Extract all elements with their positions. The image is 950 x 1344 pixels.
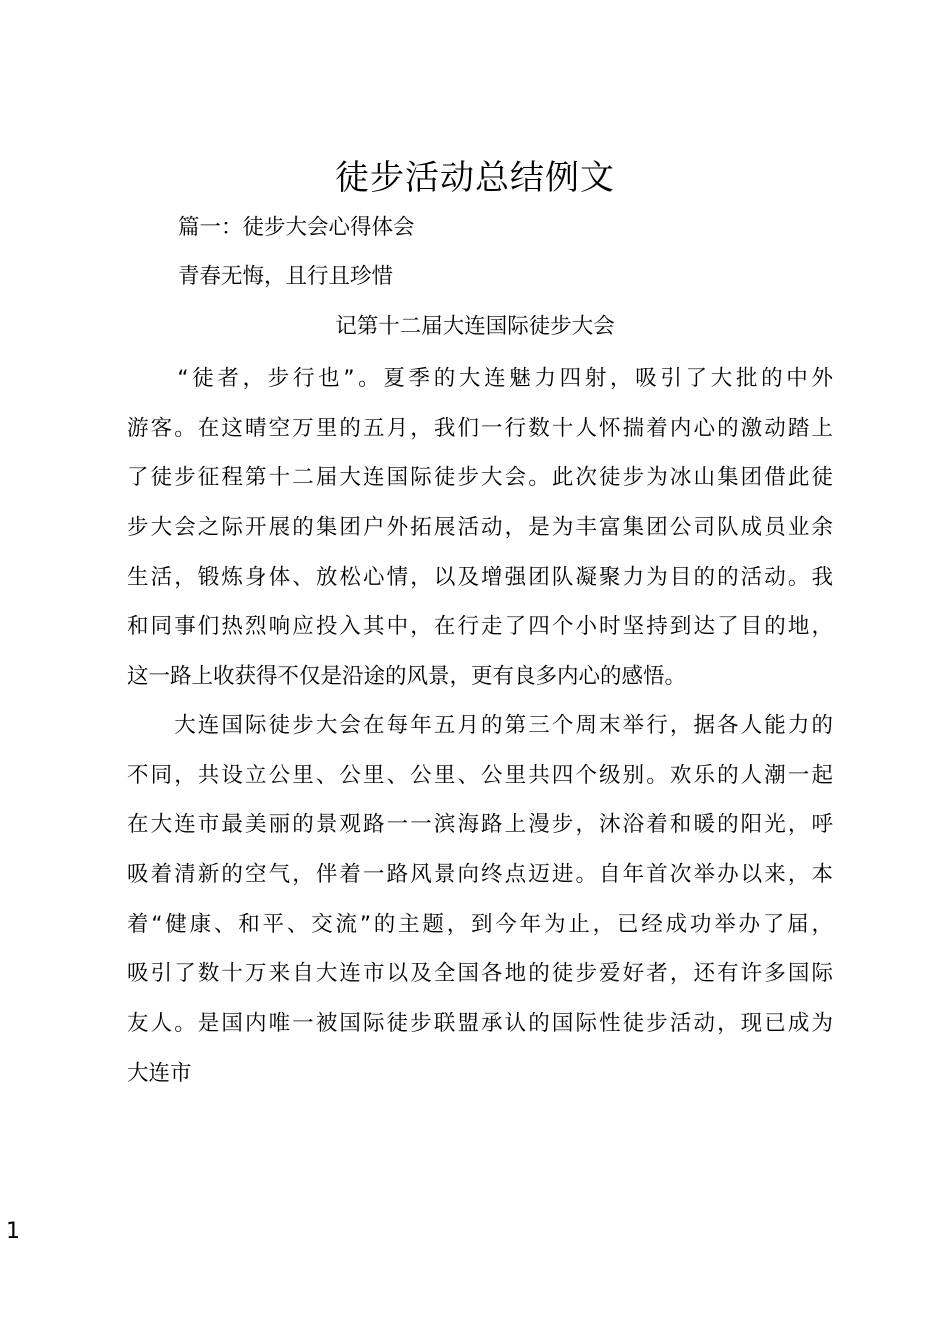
paragraph-line: 和同事们热烈响应投入其中，在行走了四个小时坚持到达了目的地， [127, 614, 833, 640]
paragraph-line: 在大连市最美丽的景观路一一滨海路上漫步，沐浴着和暖的阳光，呼 [127, 812, 833, 838]
paragraph-line: 这一路上收获得不仅是沿途的风景，更有良多内心的感悟。 [127, 664, 687, 690]
paragraph-line: 大连市 [127, 1060, 192, 1086]
article-subtitle: 青春无悔，且行且珍惜 [178, 264, 394, 289]
paragraph-line: 吸着清新的空气，伴着一路风景向终点迈进。自年首次举办以来，本 [127, 862, 833, 888]
paragraph-line: 着“健康、和平、交流”的主题，到今年为止，已经成功举办了届， [127, 911, 833, 937]
paragraph-line: 生活，锻炼身体、放松心情，以及增强团队凝聚力为目的的活动。我 [127, 564, 833, 590]
paragraph-line: 了徒步征程第十二届大连国际徒步大会。此次徒步为冰山集团借此徒 [127, 465, 833, 491]
paragraph-line: 游客。在这晴空万里的五月，我们一行数十人怀揣着内心的激动踏上 [127, 415, 833, 441]
paragraph-line: 步大会之际开展的集团户外拓展活动，是为丰富集团公司队成员业余 [127, 515, 833, 541]
paragraph-line: 吸引了数十万来自大连市以及全国各地的徒步爱好者，还有许多国际 [127, 961, 833, 987]
event-line: 记第十二届大连国际徒步大会 [335, 314, 615, 339]
paragraph-line: 大连国际徒步大会在每年五月的第三个周末举行，据各人能力的 [127, 713, 833, 738]
document-title: 徒步活动总结例文 [335, 158, 615, 198]
page-number: 1 [6, 1219, 20, 1244]
paragraph-2 [127, 701, 833, 1099]
paragraph-line: 不同，共设立公里、公里、公里、公里共四个级别。欢乐的人潮一起 [127, 762, 833, 788]
paragraph-line: 友人。是国内唯一被国际徒步联盟承认的国际性徒步活动，现已成为 [127, 1011, 833, 1037]
section-heading: 篇一：徒步大会心得体会 [178, 215, 415, 240]
paragraph-1 [127, 354, 833, 702]
paragraph-line: “徒者，步行也”。夏季的大连魅力四射，吸引了大批的中外 [127, 366, 833, 391]
